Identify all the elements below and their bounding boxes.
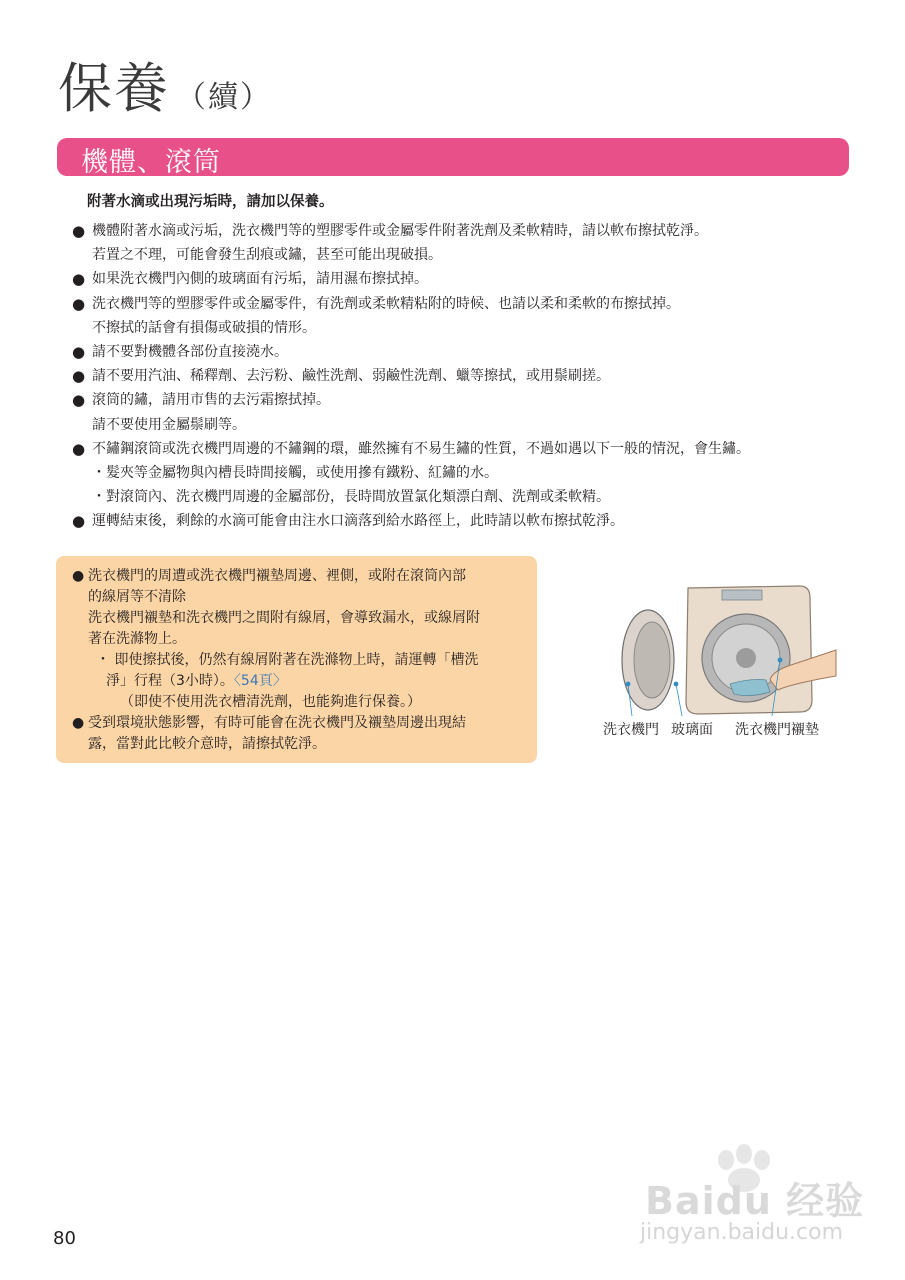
caution-note-box — [56, 556, 537, 763]
bullet-icon: ● — [72, 439, 86, 458]
washer-door-illustration — [600, 580, 840, 730]
drum-center — [736, 648, 756, 668]
paw-toe — [718, 1150, 734, 1170]
note-line: 著在洗滌物上。 — [88, 631, 186, 647]
label-door: 洗衣機門 — [603, 722, 659, 738]
door-glass — [634, 622, 670, 698]
note-line: （即使不使用洗衣槽清洗劑，也能夠進行保養。） — [120, 694, 421, 710]
bullet-icon: ● — [72, 222, 86, 240]
leader-line-glass — [676, 684, 682, 716]
bullet-icon: ● — [72, 391, 86, 410]
page-subtitle: （續） — [176, 80, 272, 115]
paw-toe — [754, 1150, 770, 1170]
list-item-subpoint: ・對滾筒內、洗衣機門周邊的金屬部份，長時間放置氯化類漂白劑、洗劑或柔軟精。 — [92, 489, 610, 506]
list-item-continuation: 若置之不理，可能會發生刮痕或鏽，甚至可能出現破損。 — [92, 247, 442, 264]
section-heading-band — [57, 138, 849, 176]
note-line: 的線屑等不清除 — [88, 589, 186, 605]
list-item: ● 機體附著水滴或污垢，洗衣機門等的塑膠零件或金屬零件附著洗劑及柔軟精時，請以軟布擦拭乾淨。 — [72, 219, 862, 243]
list-item: ● 如果洗衣機門內側的玻璃面有污垢，請用濕布擦拭掉。 — [72, 267, 862, 291]
list-item: ● 洗衣機門等的塑膠零件或金屬零件，有洗劑或柔軟精粘附的時候、也請以柔和柔軟的布擦拭掉。 — [72, 292, 862, 316]
note-line: ・ 即使擦拭後，仍然有線屑附著在洗滌物上時，請運轉「槽洗 — [96, 652, 479, 668]
bullet-icon: ● — [72, 367, 86, 386]
bullet-icon: ● — [72, 343, 86, 362]
label-glass: 玻璃面 — [671, 722, 713, 738]
watermark-url: jingyan.baidu.com — [640, 1220, 844, 1245]
section-heading: 機體、滾筒 — [81, 147, 221, 178]
bullet-icon: ● — [72, 512, 86, 531]
paw-toe — [736, 1144, 752, 1164]
page-title: 保養 （續） — [58, 57, 272, 120]
note-line: 淨」行程（3小時）。〈54頁〉 — [106, 673, 287, 689]
note-line: 露，當對此比較介意時，請擦拭乾淨。 — [88, 736, 326, 752]
bullet-icon: ● — [72, 715, 85, 731]
label-gasket: 洗衣機門襯墊 — [735, 722, 819, 738]
watermark-brand: Baidu 经验 — [645, 1179, 865, 1223]
list-item: ● 請不要用汽油、稀釋劑、去污粉、鹼性洗劑、弱鹼性洗劑、蠟等擦拭，或用鬃刷搓。 — [72, 364, 862, 388]
note-item: ● 洗衣機門的周遭或洗衣機門襯墊周邊、裡側，或附在滾筒內部 — [72, 566, 532, 587]
bullet-icon: ● — [72, 294, 86, 313]
note-line: 洗衣機門襯墊和洗衣機門之間附有線屑，會導致漏水，或線屑附 — [88, 610, 480, 626]
list-item: ● 請不要對機體各部份直接澆水。 — [72, 340, 862, 364]
page-number: 80 — [53, 1228, 76, 1249]
bullet-icon: ● — [72, 568, 85, 584]
note-item: ● 受到環境狀態影響，有時可能會在洗衣機門及襯墊周邊出現結 — [72, 713, 532, 734]
list-item-continuation: 不擦拭的話會有損傷或破損的情形。 — [92, 319, 316, 336]
list-item-subpoint: ・髮夾等金屬物與內槽長時間接觸，或使用摻有鐵粉、紅鏽的水。 — [92, 465, 498, 482]
control-panel — [722, 590, 762, 600]
care-instructions-list — [72, 219, 862, 534]
list-item: ● 運轉結束後，剩餘的水滴可能會由注水口滴落到給水路徑上，此時請以軟布擦拭乾淨。 — [72, 509, 862, 533]
list-item: ● 滾筒的鏽，請用市售的去污霜擦拭掉。 — [72, 388, 862, 412]
list-item-continuation: 請不要使用金屬鬃刷等。 — [92, 416, 246, 433]
section-intro: 附著水滴或出現污垢時，請加以保養。 — [87, 194, 334, 210]
bullet-icon: ● — [72, 270, 86, 289]
page-reference-link[interactable]: 〈54頁〉 — [233, 673, 287, 689]
list-item: ● 不鏽鋼滾筒或洗衣機門周邊的不鏽鋼的環，雖然擁有不易生鏽的性質，不過如遇以下一般的情況，會生鏽。 — [72, 437, 862, 461]
